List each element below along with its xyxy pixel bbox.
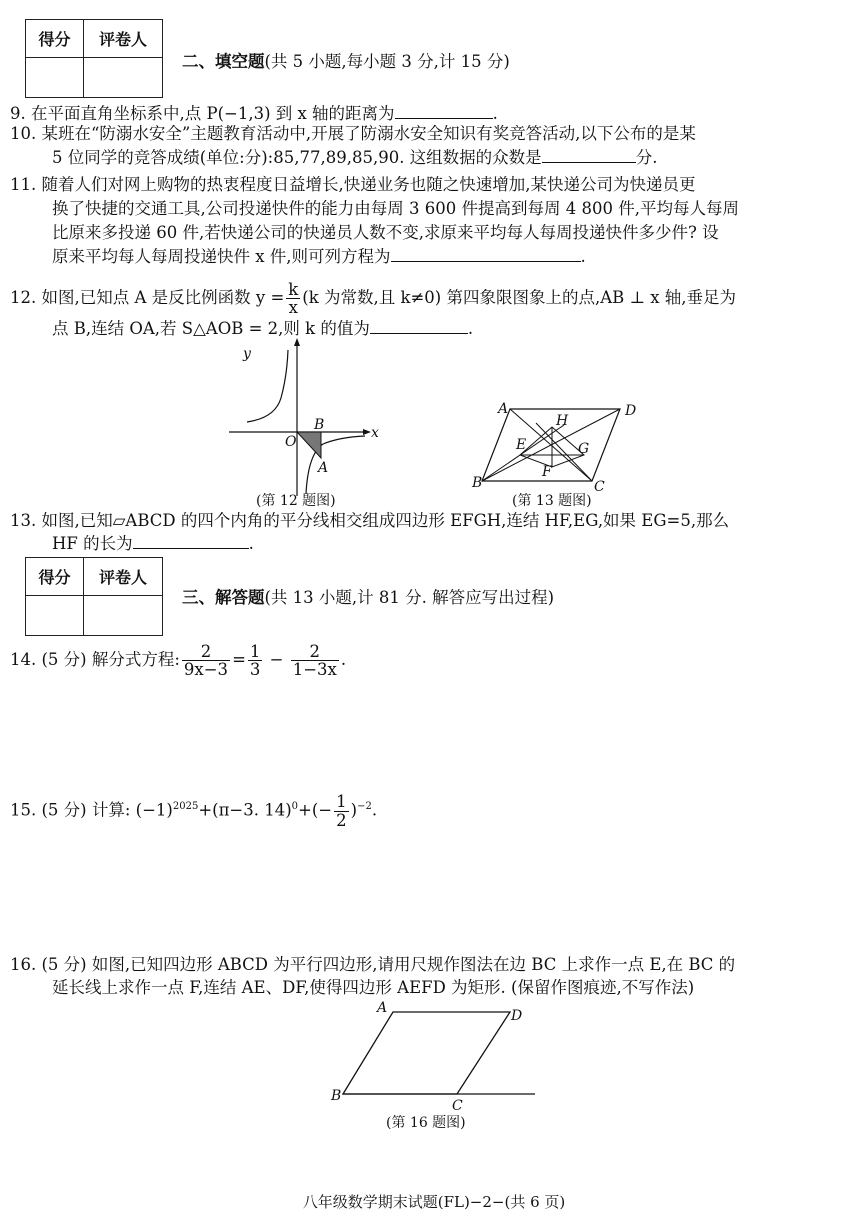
- q12-frac-num: k: [288, 279, 299, 299]
- fig16-parallelogram: [343, 1012, 510, 1094]
- grader-cell-2[interactable]: [84, 596, 163, 636]
- grader-label: 评卷人: [84, 20, 163, 58]
- question-12-line1: [10, 278, 736, 318]
- q12-end: .: [467, 319, 474, 338]
- q15-mid2: +(−: [298, 800, 333, 820]
- score-box: [25, 19, 163, 98]
- fig12-label-x: x: [371, 425, 379, 441]
- fig12-x-arrow-icon: [363, 429, 371, 435]
- question-11-line1: 11. 随着人们对网上购物的热衷程度日益增长,快递业务也随之快速增加,某快递公司为快递员更: [10, 175, 696, 194]
- q14-f2-num: 1: [249, 641, 261, 661]
- q15-fraction: [334, 793, 349, 829]
- fig12-label-b: B: [314, 417, 325, 433]
- fig12-y-arrow-icon: [294, 338, 300, 346]
- fig16-label-d: D: [511, 1008, 523, 1024]
- question-13-line2: [52, 530, 254, 558]
- fig13-label-e: E: [516, 437, 527, 453]
- figure-12: [225, 336, 385, 496]
- q11-answer-blank[interactable]: [391, 243, 581, 262]
- q13-line2-text: HF 的长为: [52, 534, 133, 553]
- question-11-line3: 比原来多投递 60 件,若快递公司的快递员人数不变,求原来平均每人每周投递快件多少件? 设: [52, 223, 719, 242]
- q14-f3-den: 1−3x: [292, 660, 337, 679]
- fig16-label-a: A: [377, 1000, 388, 1016]
- question-11-line4: [52, 243, 586, 271]
- question-15: [10, 787, 377, 831]
- q14-f1-den: 9x−3: [183, 660, 229, 679]
- q14-fraction-3: [291, 643, 339, 679]
- figure-16: [325, 1000, 540, 1112]
- q14-minus: −: [269, 650, 284, 669]
- q14-f1-num: 2: [182, 643, 230, 661]
- figure-13: [470, 397, 650, 497]
- q12-post: (k 为常数,且 k≠0) 第四象限图象上的点,AB ⊥ x 轴,垂足为: [302, 288, 737, 307]
- grader-cell[interactable]: [84, 58, 163, 98]
- q11-end: .: [580, 247, 586, 266]
- question-16-line2: 延长线上求作一点 F,连结 AE、DF,使得四边形 AEFD 为矩形. (保留作图痕迹,不写作法): [52, 978, 695, 997]
- q15-f-den: 2: [336, 810, 347, 830]
- q10-answer-blank[interactable]: [542, 144, 636, 163]
- q10-end: 分.: [635, 148, 658, 167]
- q14-end: .: [340, 650, 347, 669]
- fig13-label-d: D: [625, 403, 637, 419]
- q15-exp1: 2025: [172, 801, 199, 812]
- q15-exp3: −2: [357, 801, 372, 812]
- fig13-label-c: C: [594, 479, 605, 495]
- q14-f3-num: 2: [291, 643, 339, 661]
- q12-pre: 12. 如图,已知点 A 是反比例函数 y =: [10, 288, 285, 307]
- q11-line4-text: 原来平均每人每周投递快件 x 件,则可列方程为: [52, 247, 391, 266]
- q9-answer-blank[interactable]: [395, 100, 493, 119]
- fig13-label-a: A: [498, 401, 509, 417]
- q13-answer-blank[interactable]: [133, 530, 249, 549]
- fig13-label-h: H: [556, 413, 569, 429]
- q14-equals: =: [232, 650, 246, 669]
- fig12-curve-q2: [247, 350, 288, 422]
- question-14: [10, 640, 346, 680]
- q12-fraction: [286, 281, 300, 317]
- section3-title: 三、解答题: [182, 588, 265, 607]
- q9-text: 9. 在平面直角坐标系中,点 P(−1,3) 到 x 轴的距离为: [10, 104, 395, 123]
- question-16-line1: 16. (5 分) 如图,已知四边形 ABCD 为平行四边形,请用尺规作图法在边 BC 上求作一点 E,在 BC 的: [10, 955, 736, 974]
- score-cell[interactable]: [26, 58, 84, 98]
- question-10-line1: 10. 某班在“防溺水安全”主题教育活动中,开展了防溺水安全知识有奖竞答活动,以下公布的是某: [10, 124, 696, 143]
- score-label: 得分: [26, 20, 84, 58]
- q15-mid: +(π−3. 14): [198, 800, 292, 820]
- grader-label-2: 评卷人: [84, 558, 163, 596]
- fig13-label-g: G: [578, 441, 590, 457]
- score-box-2: [25, 557, 163, 636]
- q12-line2-text: 点 B,连结 OA,若 S△AOB = 2,则 k 的值为: [52, 319, 370, 338]
- section2-title: 二、填空题: [182, 52, 265, 71]
- q14-fraction-1: [182, 643, 230, 679]
- section3-note: (共 13 小题,计 81 分. 解答应写出过程): [264, 588, 555, 607]
- page-footer: 八年级数学期末试题(FL)−2−(共 6 页): [302, 1193, 566, 1211]
- question-13-line1: 13. 如图,已知▱ABCD 的四个内角的平分线相交组成四边形 EFGH,连结 HF,EG,如果 EG=5,那么: [10, 511, 730, 530]
- q14-fraction-2: [248, 643, 263, 679]
- q15-end: .: [371, 800, 378, 820]
- fig12-label-a: A: [318, 460, 329, 476]
- q15-exp2: 0: [291, 801, 299, 812]
- fig12-triangle-aob: [297, 432, 321, 458]
- fig12-label-o: O: [285, 434, 297, 450]
- score-cell-2[interactable]: [26, 596, 84, 636]
- fig13-label-b: B: [472, 475, 483, 491]
- q9-end: .: [492, 104, 498, 123]
- fig12-caption: (第 12 题图): [256, 493, 336, 509]
- q13-end: .: [248, 534, 254, 553]
- section2-heading: [182, 48, 510, 72]
- q12-answer-blank[interactable]: [370, 315, 468, 334]
- question-11-line2: 换了快捷的交通工具,公司投递快件的能力由每周 3 600 件提高到每周 4 800 件,平均每人每周: [52, 199, 739, 218]
- section3-heading: [182, 584, 554, 608]
- q15-close: ): [350, 800, 358, 820]
- fig13-caption: (第 13 题图): [512, 493, 592, 509]
- fig16-caption: (第 16 题图): [386, 1115, 466, 1131]
- q12-frac-den: x: [288, 298, 298, 317]
- q14-pre: 14. (5 分) 解分式方程:: [10, 650, 180, 669]
- q15-pre: 15. (5 分) 计算: (−1): [10, 800, 173, 820]
- fig12-label-y: y: [243, 346, 251, 362]
- fig16-label-c: C: [452, 1098, 463, 1112]
- question-10-line2: [52, 144, 657, 172]
- score-label-2: 得分: [26, 558, 84, 596]
- fig13-label-f: F: [542, 464, 552, 480]
- q10-line2-text: 5 位同学的竞答成绩(单位:分):85,77,89,85,90. 这组数据的众数是: [52, 148, 542, 167]
- q14-f2-den: 3: [249, 660, 261, 679]
- q15-f-num: 1: [336, 792, 347, 812]
- section2-note: (共 5 小题,每小题 3 分,计 15 分): [264, 52, 510, 71]
- fig16-label-b: B: [331, 1088, 342, 1104]
